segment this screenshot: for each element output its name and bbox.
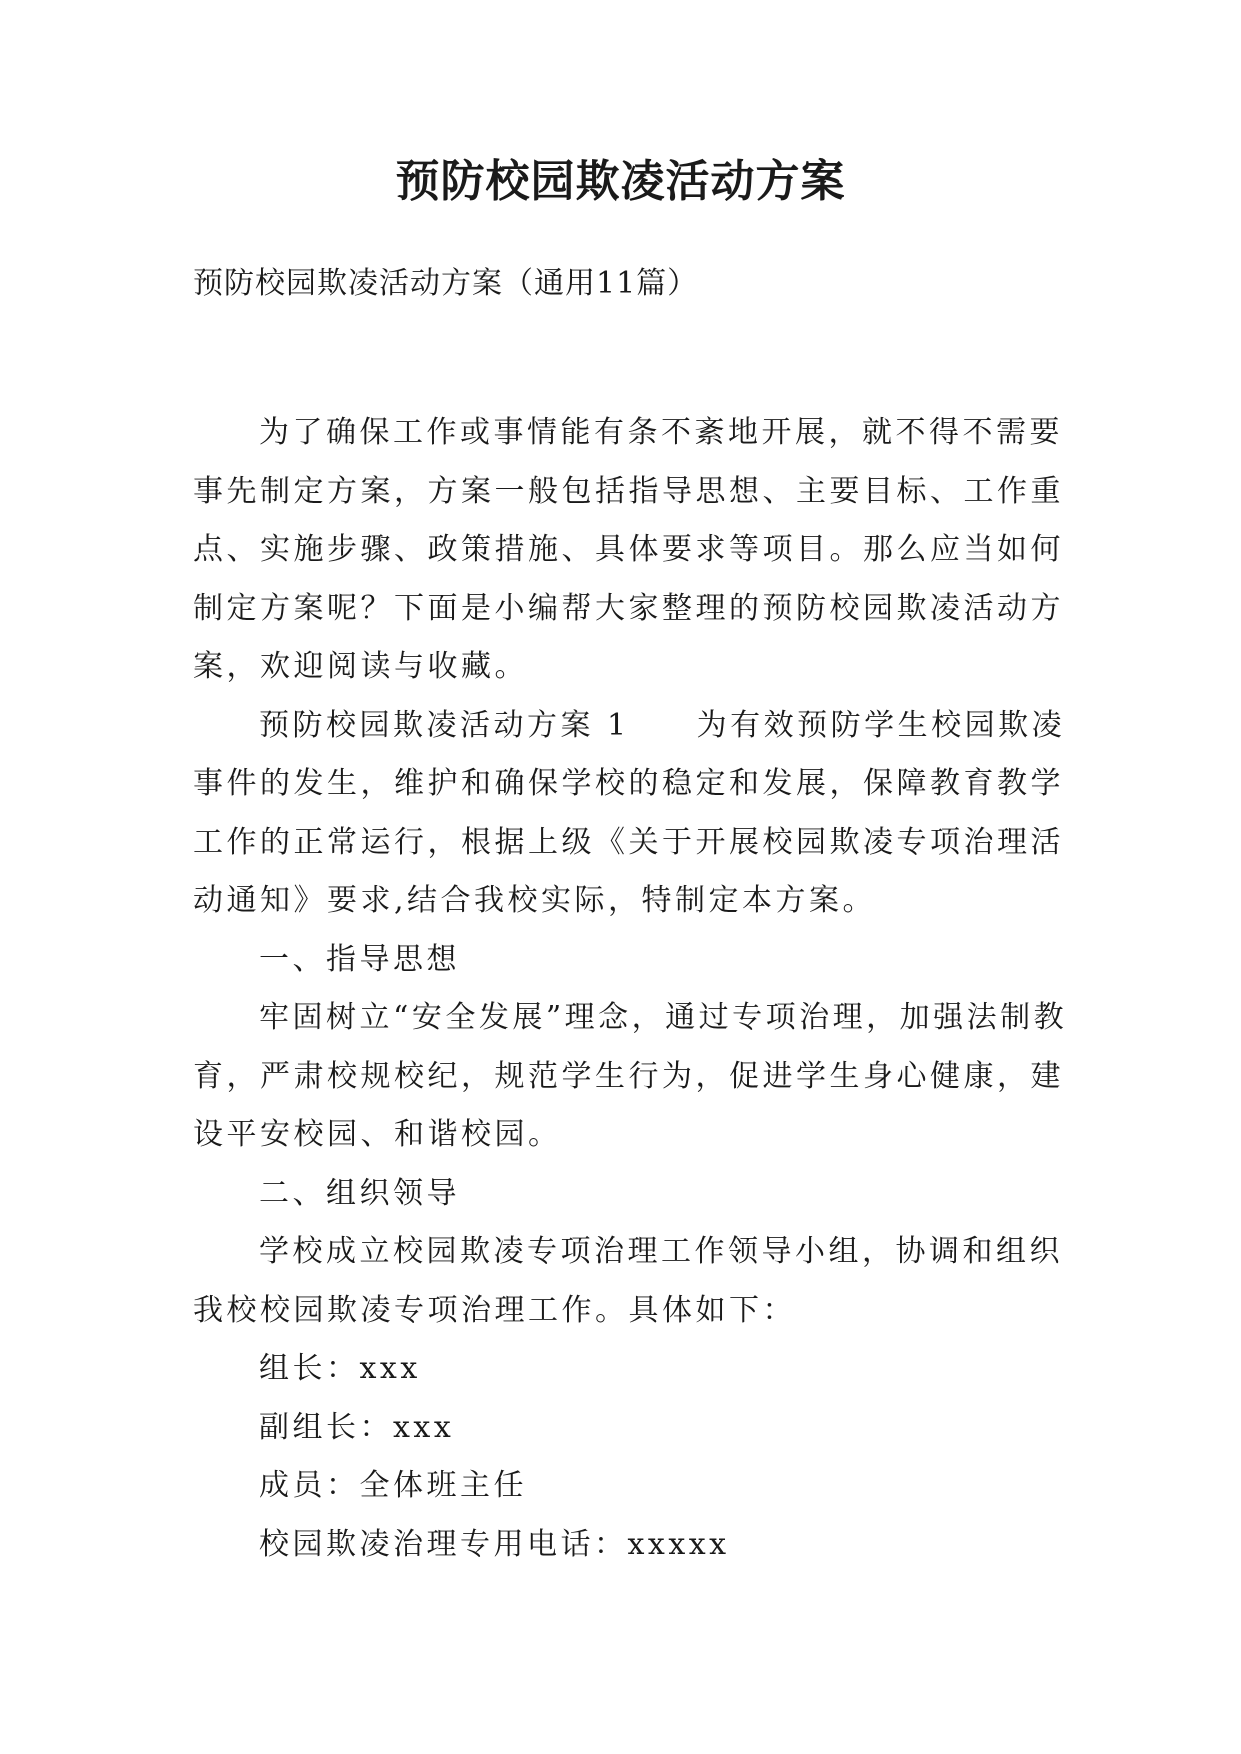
organization-paragraph: 学校成立校园欺凌专项治理工作领导小组，协调和组织我校校园欺凌专项治理工作。具体如下： bbox=[193, 1234, 1063, 1328]
team-leader-line: 组长：xxx bbox=[259, 1351, 421, 1386]
members-line: 成员：全体班主任 bbox=[259, 1468, 527, 1503]
deputy-leader-line: 副组长：xxx bbox=[259, 1409, 455, 1445]
section-heading-guiding-ideology: 一、指导思想 bbox=[259, 941, 460, 977]
intro-paragraph: 为了确保工作或事情能有条不紊地开展，就不得不需要事先制定方案，方案一般包括指导思想、主要目标、工作重点、实施步骤、政策措施、具体要求等项目。那么应当如何制定方案呢？下面是小编帮大家整理的预防校园欺凌活动方案，欢迎阅读与收藏。 bbox=[193, 415, 1064, 684]
plan-1-paragraph: 预防校园欺凌活动方案 1 为有效预防学生校园欺凌事件的发生，维护和确保学校的稳定和发展，保障教育教学工作的正常运行，根据上级《关于开展校园欺凌专项治理活动通知》要求,结合我校实际，特制定本方案。 bbox=[193, 707, 1066, 918]
guiding-ideology-paragraph: 牢固树立“安全发展”理念，通过专项治理，加强法制教育，严肃校规校纪，规范学生行为，促进学生身心健康，建设平安校园、和谐校园。 bbox=[193, 1000, 1068, 1152]
hotline-line: 校园欺凌治理专用电话：xxxxx bbox=[259, 1526, 730, 1562]
document-body bbox=[193, 404, 1073, 1574]
document-subtitle: 预防校园欺凌活动方案（通用11篇） bbox=[193, 266, 699, 301]
document-title: 预防校园欺凌活动方案 bbox=[395, 156, 846, 207]
section-heading-organization: 二、组织领导 bbox=[259, 1175, 460, 1211]
